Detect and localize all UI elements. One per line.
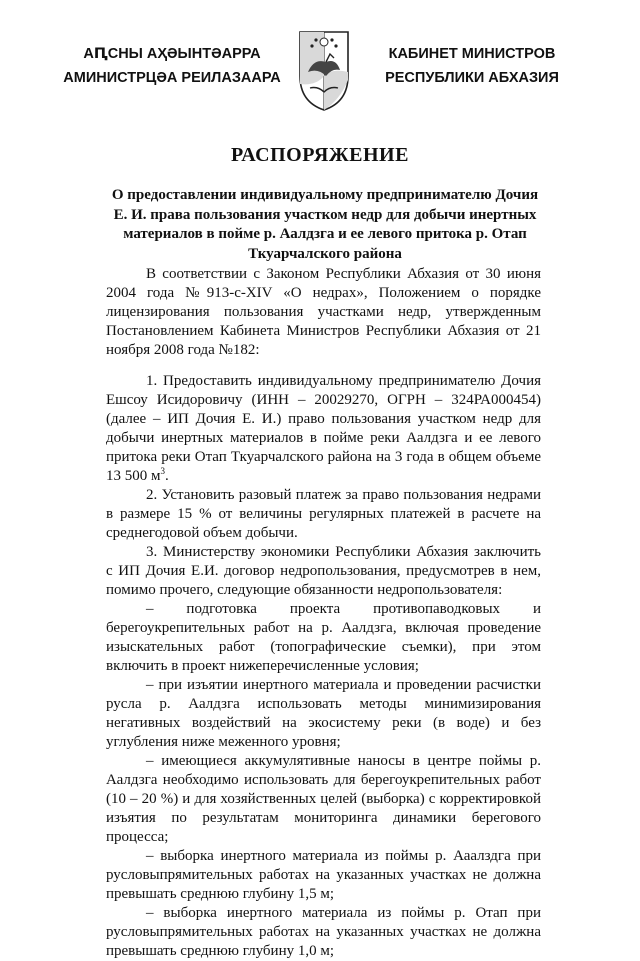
item-2-paragraph: 2. Установить разовый платеж за право пользования недрами в размере 15 % от величины регулярных платежей в расчете на среднегодовой объем добычи. bbox=[106, 487, 541, 541]
abkhazia-emblem-icon bbox=[296, 28, 352, 112]
preamble-paragraph: В соответствии с Законом Республики Абхазия от 30 июня 2004 года №913-с-XIV «О недрах», Положением о порядке лицензирования пользования участками недр, утвержденным Постановлением Кабинета Министров Республики Абхазия от 21 ноября 2008 года №182: bbox=[106, 266, 541, 358]
item-1-paragraph bbox=[106, 372, 541, 486]
header-right-line-1: КАБИНЕТ МИНИСТРОВ bbox=[388, 46, 556, 62]
item-1-text: 1. Предоставить индивидуальному предпринимателю Дочия Ешсоу Исидоровичу (ИНН – 20029270, ОГРН – 324РА000454) (далее – ИП Дочия Е. И.) право пользования участком недр для добычи инертных материалов в пойме реки Аалдзга и ее левого притока реки Отап Ткуарчалского района на 3 года в общем объеме 13 500 м bbox=[106, 373, 541, 484]
obligation-item-2: – при изъятии инертного материала и проведении расчистки русла р. Аалдзга использовать методы минимизирования негативных воздействий на экосистему реки (в воде) и без углубления ниже меженного уровня; bbox=[106, 677, 541, 750]
obligation-item-1: – подготовка проекта противопаводковых и берегоукрепительных работ на р. Аалдзга, включая проведение изыскательных работ (топографические съемки), при этом включить в проект нижеперечисленные условия; bbox=[106, 601, 541, 674]
document-subject: О предоставлении индивидуальному предпринимателю Дочия Е. И. права пользования участком недр для добычи инертных материалов в пойме р. Аалдзга и ее левого притока р. Отап Ткуарчалского района bbox=[111, 187, 539, 262]
ministry-name-abkhaz bbox=[52, 42, 292, 90]
document-body bbox=[106, 265, 541, 961]
header-left-line-1: АԤСНЫ АҲӘЫНТӘАРРА bbox=[83, 46, 261, 62]
cubic-superscript: 3 bbox=[160, 466, 165, 476]
item-3-paragraph: 3. Министерству экономики Республики Абхазия заключить с ИП Дочия Е.И. договор недропользования, предусмотрев в нем, помимо прочего, следующие обязанности недропользователя: bbox=[106, 544, 541, 598]
obligation-item-4: – выборка инертного материала из поймы р. Ааалздга при русловыпрямительных работах на указанных участках не должна превышать среднюю глубину 1,5 м; bbox=[106, 848, 541, 902]
obligation-item-5: – выборка инертного материала из поймы р. Отап при русловыпрямительных работах на указанных участках не должна превышать среднюю глубину 1,0 м; bbox=[106, 905, 541, 959]
header-left-line-2: АМИНИСТРЦӘА РЕИЛАЗААРА bbox=[63, 70, 281, 86]
item-1-end: . bbox=[165, 468, 169, 484]
obligation-item-3: – имеющиеся аккумулятивные наносы в центре поймы р. Аалдзга необходимо использовать для берегоукрепительных работ (10 – 20 %) и для хозяйственных целей (выборка) с корректировкой изъятия по результатам мониторинга динамики берегового процесса; bbox=[106, 753, 541, 845]
ministry-name-russian bbox=[352, 42, 592, 90]
document-title: РАСПОРЯЖЕНИЕ bbox=[231, 144, 409, 166]
header-right-line-2: РЕСПУБЛИКИ АБХАЗИЯ bbox=[385, 70, 559, 86]
